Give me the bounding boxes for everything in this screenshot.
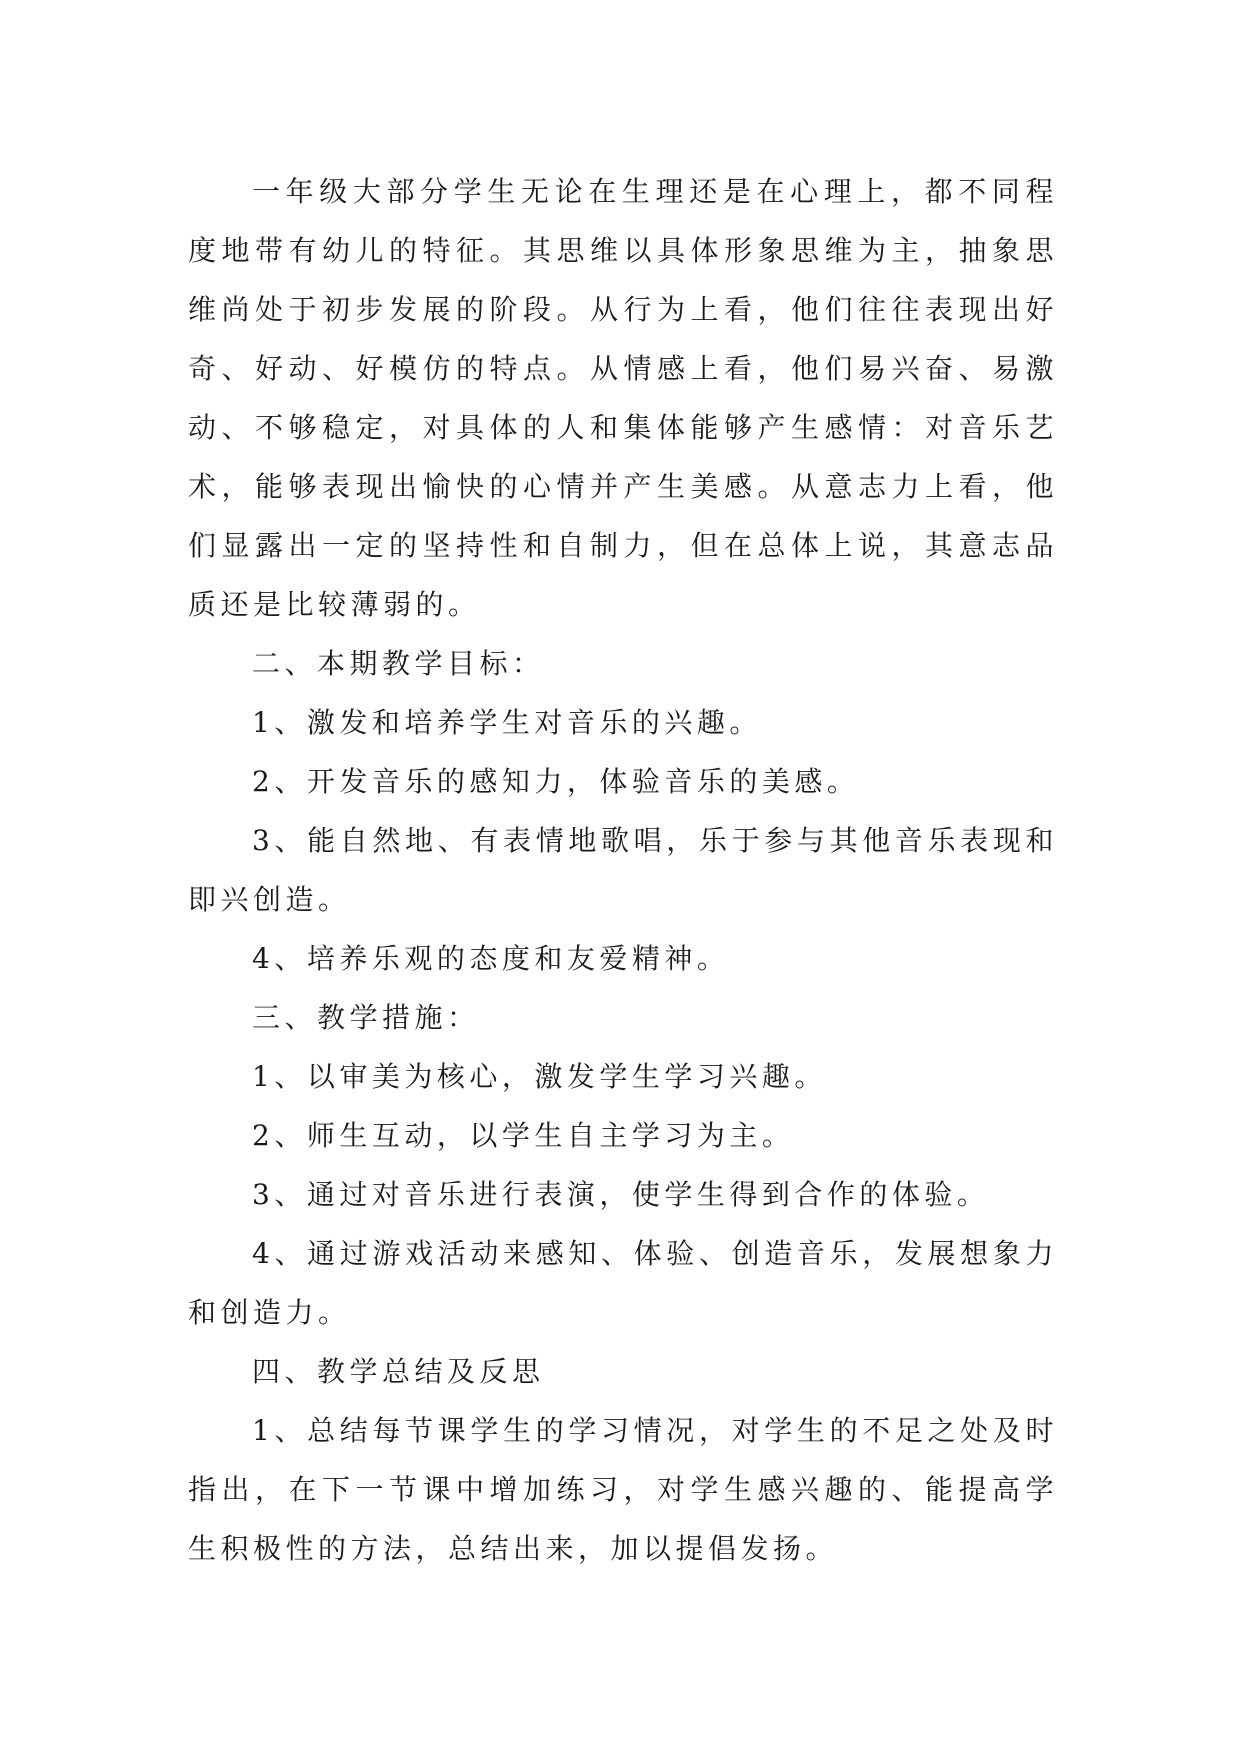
measure-item-4: 4、通过游戏活动来感知、体验、创造音乐，发展想象力和创造力。 [188, 1237, 1058, 1329]
measure-item-2: 2、师生互动，以学生自主学习为主。 [252, 1119, 795, 1152]
document-body [188, 162, 1058, 1578]
paragraph-intro: 一年级大部分学生无论在生理还是在心理上，都不同程度地带有幼儿的特征。其思维以具体形象思维为主，抽象思维尚处于初步发展的阶段。从行为上看，他们往往表现出好奇、好动、好模仿的特点。从情感上看，他们易兴奋、易激动、不够稳定，对具体的人和集体能够产生感情：对音乐艺术，能够表现出愉快的心情并产生美感。从意志力上看，他们显露出一定的坚持性和自制力，但在总体上说，其意志品质还是比较薄弱的。 [188, 175, 1058, 621]
measure-item-3: 3、通过对音乐进行表演，使学生得到合作的体验。 [252, 1178, 990, 1211]
goal-item-4: 4、培养乐观的态度和友爱精神。 [252, 942, 730, 975]
goal-item-2: 2、开发音乐的感知力，体验音乐的美感。 [252, 765, 860, 798]
measure-item-1: 1、以审美为核心，激发学生学习兴趣。 [252, 1060, 827, 1093]
heading-measures: 三、教学措施： [252, 1001, 480, 1034]
goal-item-3: 3、能自然地、有表情地歌唱，乐于参与其他音乐表现和即兴创造。 [188, 824, 1058, 916]
heading-summary: 四、教学总结及反思 [252, 1355, 545, 1388]
summary-item-1: 1、总结每节课学生的学习情况，对学生的不足之处及时指出，在下一节课中增加练习，对学生感兴趣的、能提高学生积极性的方法，总结出来，加以提倡发扬。 [188, 1414, 1058, 1565]
heading-goals: 二、本期教学目标： [252, 647, 545, 680]
goal-item-1: 1、激发和培养学生对音乐的兴趣。 [252, 706, 762, 739]
